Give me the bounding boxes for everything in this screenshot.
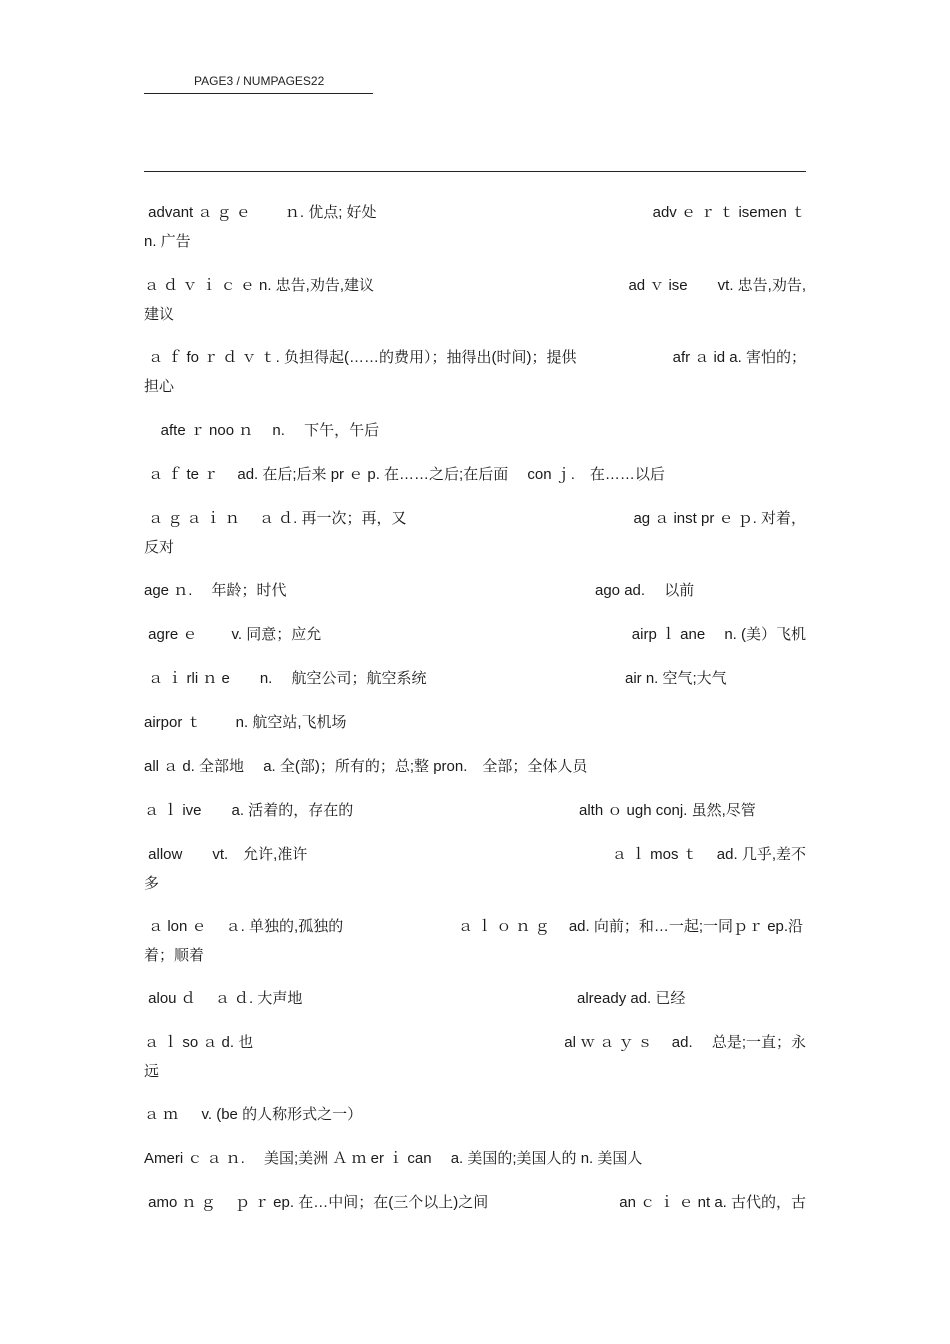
vocab-entry-right: ago ad. 以前	[595, 582, 695, 599]
vocab-entry-left: agre ｅ v. 同意；应允	[144, 626, 322, 643]
vocab-entry-right: ad ｖ ise vt. 忠告,劝告,	[628, 277, 806, 294]
vocab-entry-continuation-text: 着；顺着	[144, 947, 205, 964]
vocab-entry-continuation-text: 远	[144, 1063, 160, 1080]
vocab-entry-right: air n. 空气;大气	[625, 670, 727, 687]
vocab-entry-left: alou ｄ ａ ｄ. 大声地	[144, 990, 303, 1007]
vocab-entry-left: afte ｒ noo ｎ n. 下午，午后	[144, 422, 380, 439]
vocab-entry-continuation-text: 担心	[144, 378, 175, 395]
vocab-entry-right: al ｗ ａ ｙ ｓ ad. 总是;一直；永	[564, 1034, 806, 1051]
vocab-entry-left: ａ ｍ v. (be 的人称形式之一）	[144, 1106, 363, 1123]
vocab-entry-right: ag ａ inst pr ｅ ｐ. 对着，	[633, 510, 806, 527]
header-underline	[144, 93, 373, 94]
vocab-entry-continuation-text: n. 广告	[144, 233, 191, 250]
vocab-entry-continuation-text: 建议	[144, 306, 175, 323]
vocab-entry-left: ａ ｄ ｖ ｉ ｃ ｅ n. 忠告,劝告,建议	[144, 277, 375, 294]
vocab-entry-left: airpor ｔ n. 航空站,飞机场	[144, 714, 347, 731]
vocab-entry-left: allow vt. 允许,准许	[144, 846, 308, 863]
vocab-entry-left: ａ ｌ so ａ d. 也	[144, 1034, 254, 1051]
vocab-entry-left: ａ ｉ rli ｎ e n. 航空公司；航空系统	[144, 670, 427, 687]
vocab-entry-right: alth ｏ ugh conj. 虽然,尽管	[579, 802, 756, 819]
vocab-entry-middle: ａ ｌ ｏ ｎ ｇ ad. 向前；和…一起;一同ｐｒ ep.沿	[458, 918, 804, 935]
vocab-entry-left: amo ｎ ｇ ｐ ｒ ep. 在…中间；在(三个以上)之间	[144, 1194, 489, 1211]
vocab-entry-left: ａ ｆ te ｒ ad. 在后;后来 pr ｅ p. 在……之后;在后面 con ｊ. 在……以后	[144, 466, 665, 483]
vocab-entry-right: adv ｅ ｒ ｔ isemen ｔ	[652, 204, 806, 221]
vocab-entry-right: ａ ｌ mos ｔ ad. 几乎,差不	[611, 846, 806, 863]
vocab-entry-right: an ｃ ｉ ｅ nt a. 古代的，古	[619, 1194, 806, 1211]
vocab-entry-left: all ａ d. 全部地 a. 全(部)；所有的；总;整 pron. 全部；全体人员	[144, 758, 588, 775]
vocab-entry-left: ａ ｆ fo ｒ ｄ ｖ ｔ. 负担得起(……的费用）；抽得出(时间)；提供	[144, 349, 577, 366]
vocab-entry-left: ａ lon ｅ ａ. 单独的,孤独的	[144, 918, 344, 935]
vocab-entry-right: already ad. 已经	[577, 990, 686, 1007]
vocab-entry-right: afr ａ id a. 害怕的；	[672, 349, 806, 366]
page-number-field: PAGE3 / NUMPAGES22	[194, 74, 325, 88]
vocab-entry-right: airp ｌ ane n. (美）飞机	[631, 626, 806, 643]
vocab-entry-left: Ameri ｃ ａ ｎ. 美国;美洲 Ａ ｍ er ｉ can a. 美国的;美国人的 n. 美国人	[144, 1150, 643, 1167]
top-horizontal-rule	[144, 171, 806, 172]
vocab-entry-left: ａ ｇ ａ ｉ ｎ ａ ｄ. 再一次；再，又	[144, 510, 407, 527]
vocab-entry-left: advant ａ ｇ ｅ ｎ. 优点; 好处	[144, 204, 377, 221]
vocab-entry-left: age ｎ. 年龄；时代	[144, 582, 287, 599]
vocab-entry-continuation-text: 多	[144, 875, 160, 892]
vocab-entry-left: ａ ｌ ive a. 活着的，存在的	[144, 802, 354, 819]
vocab-entry-continuation-text: 反对	[144, 539, 175, 556]
